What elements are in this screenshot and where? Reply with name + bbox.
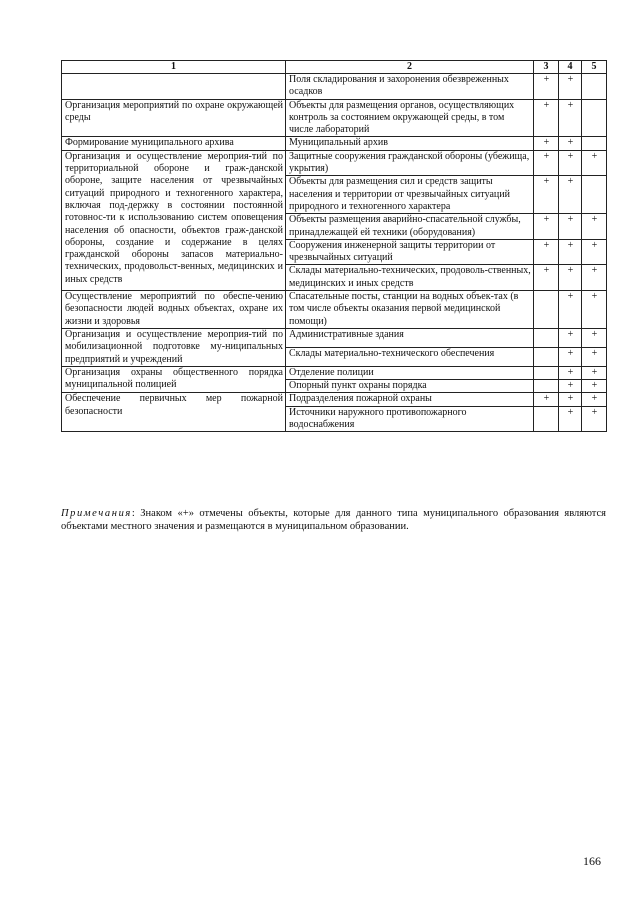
mark-cell-col-4: + <box>559 380 582 393</box>
object-cell: Опорный пункт охраны порядка <box>286 380 534 393</box>
function-cell: Организация охраны общественного порядка муниципальной полицией <box>62 366 286 393</box>
function-cell: Формирование муниципального архива <box>62 137 286 150</box>
mark-cell-col-5: + <box>582 380 607 393</box>
mark-cell-col-3: + <box>534 99 559 137</box>
function-cell: Осуществление мероприятий по обеспе-чению безопасности людей водных объектах, охране их жизни и здоровья <box>62 291 286 329</box>
mark-cell-col-4: + <box>559 137 582 150</box>
mark-cell-col-3 <box>534 328 559 347</box>
object-cell: Муниципальный архив <box>286 137 534 150</box>
mark-cell-col-4: + <box>559 239 582 265</box>
object-cell: Объекты для размещения органов, осуществляющих контроль за состоянием окружающей среды, в том числе лабораторий <box>286 99 534 137</box>
table-body <box>62 74 607 432</box>
mark-cell-col-3: + <box>534 214 559 240</box>
mark-cell-col-5 <box>582 176 607 214</box>
object-cell: Отделение полиции <box>286 366 534 379</box>
page-number: 166 <box>583 854 601 868</box>
table-row <box>62 393 607 406</box>
table-row <box>62 137 607 150</box>
mark-cell-col-3: + <box>534 150 559 176</box>
mark-cell-col-5: + <box>582 214 607 240</box>
note-label: Примечания <box>61 508 132 519</box>
mark-cell-col-5: + <box>582 150 607 176</box>
object-cell: Спасательные посты, станции на водных объек-тах (в том числе объекты оказания первой медицинской помощи) <box>286 291 534 329</box>
mark-cell-col-5 <box>582 74 607 100</box>
function-cell: Организация и осуществление мероприя-тий по территориальной обороне и граж-данской обороне, защите населения от чрезвычайных ситуаций природного и техногенного характера, включая под-держку в состоянии постоянной готовнос-ти к использованию систем оповещения населения об опасности, объектов граж-данской обороны, создание и содержание в целях гражданской обороны запасов материально-технических, продовольст-венных, медицинских и иных средств <box>62 150 286 290</box>
table-note <box>61 507 606 533</box>
mark-cell-col-4: + <box>559 176 582 214</box>
mark-cell-col-4: + <box>559 347 582 366</box>
mark-cell-col-3: + <box>534 265 559 291</box>
table-row <box>62 99 607 137</box>
function-cell: Организация мероприятий по охране окружающей среды <box>62 99 286 137</box>
mark-cell-col-3: + <box>534 393 559 406</box>
mark-cell-col-5: + <box>582 328 607 347</box>
header-col-4: 4 <box>559 61 582 74</box>
table-row <box>62 150 607 176</box>
object-cell: Склады материально-технических, продоволь-ственных, медицинских и иных средств <box>286 265 534 291</box>
mark-cell-col-5: + <box>582 265 607 291</box>
function-cell <box>62 74 286 100</box>
mark-cell-col-4: + <box>559 366 582 379</box>
mark-cell-col-5 <box>582 99 607 137</box>
mark-cell-col-5: + <box>582 406 607 432</box>
object-cell: Защитные сооружения гражданской обороны (убежища, укрытия) <box>286 150 534 176</box>
mark-cell-col-3: + <box>534 239 559 265</box>
table-row <box>62 291 607 329</box>
mark-cell-col-4: + <box>559 265 582 291</box>
mark-cell-col-4: + <box>559 393 582 406</box>
mark-cell-col-5 <box>582 137 607 150</box>
mark-cell-col-4: + <box>559 74 582 100</box>
object-cell: Административные здания <box>286 328 534 347</box>
function-cell: Организация и осуществление мероприя-тий по мобилизационной подготовке му-ниципальных предприятий и учреждений <box>62 328 286 366</box>
header-col-3: 3 <box>534 61 559 74</box>
note-text: : Знаком «+» отмечены объекты, которые для данного типа муниципального образования являются объектами местного значения и размещаются в муниципальном образовании. <box>61 508 606 532</box>
table-row <box>62 328 607 347</box>
mark-cell-col-5: + <box>582 239 607 265</box>
object-cell: Источники наружного противопожарного водоснабжения <box>286 406 534 432</box>
mark-cell-col-3 <box>534 380 559 393</box>
function-cell: Обеспечение первичных мер пожарной безопасности <box>62 393 286 432</box>
mark-cell-col-3 <box>534 291 559 329</box>
mark-cell-col-4: + <box>559 214 582 240</box>
header-row <box>62 61 607 74</box>
mark-cell-col-5: + <box>582 291 607 329</box>
mark-cell-col-4: + <box>559 150 582 176</box>
mark-cell-col-4: + <box>559 328 582 347</box>
mark-cell-col-3 <box>534 366 559 379</box>
mark-cell-col-3 <box>534 347 559 366</box>
table-row <box>62 366 607 379</box>
mark-cell-col-3: + <box>534 137 559 150</box>
object-cell: Подразделения пожарной охраны <box>286 393 534 406</box>
mark-cell-col-4: + <box>559 291 582 329</box>
object-cell: Поля складирования и захоронения обезвреженных осадков <box>286 74 534 100</box>
objects-table <box>61 60 607 432</box>
mark-cell-col-5: + <box>582 347 607 366</box>
header-col-1: 1 <box>62 61 286 74</box>
mark-cell-col-5: + <box>582 393 607 406</box>
header-col-5: 5 <box>582 61 607 74</box>
mark-cell-col-3: + <box>534 74 559 100</box>
mark-cell-col-4: + <box>559 406 582 432</box>
header-col-2: 2 <box>286 61 534 74</box>
mark-cell-col-4: + <box>559 99 582 137</box>
object-cell: Сооружения инженерной защиты территории от чрезвычайных ситуаций <box>286 239 534 265</box>
object-cell: Склады материально-технического обеспечения <box>286 347 534 366</box>
table-row <box>62 74 607 100</box>
mark-cell-col-3 <box>534 406 559 432</box>
mark-cell-col-3: + <box>534 176 559 214</box>
object-cell: Объекты размещения аварийно-спасательной службы, принадлежащей ей техники (оборудования) <box>286 214 534 240</box>
object-cell: Объекты для размещения сил и средств защиты населения и территории от чрезвычайных ситуаций природного и техногенного характера <box>286 176 534 214</box>
mark-cell-col-5: + <box>582 366 607 379</box>
